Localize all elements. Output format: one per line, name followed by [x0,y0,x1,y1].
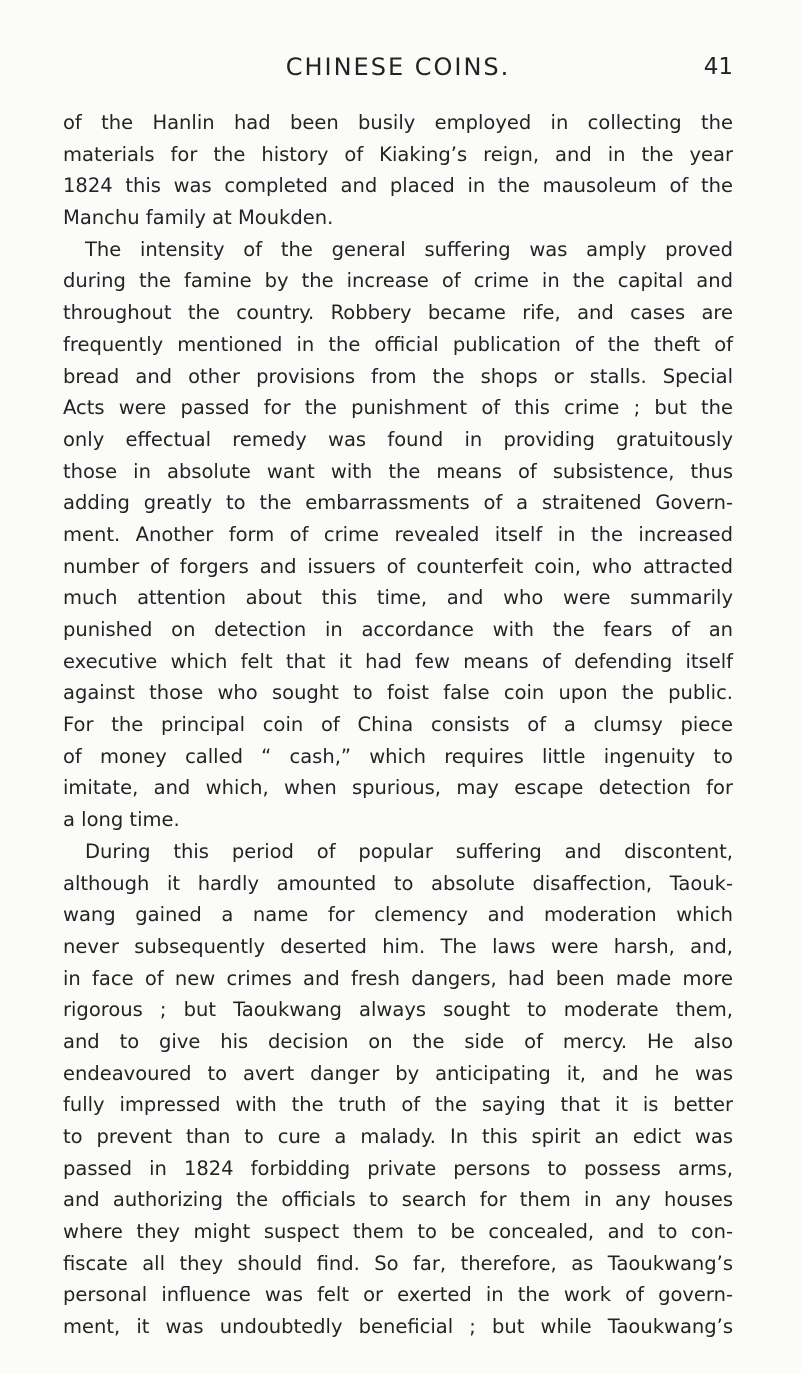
text-line: bread and other provisions from the shops or stalls. Special [63,364,733,388]
text-line: never subsequently deserted him. The laws were harsh, and, [63,934,733,958]
text-line: those in absolute want with the means of subsistence, thus [63,459,733,483]
running-title: CHINESE COINS. [285,53,511,81]
text-line: although it hardly amounted to absolute disaffection, Taouk- [63,871,733,895]
text-line: Acts were passed for the punishment of this crime ; but the [63,396,733,420]
running-head [63,48,733,86]
text-line: of money called “ cash,” which requires little ingenuity to [63,744,733,768]
text-line: to prevent than to cure a malady. In this spirit an edict was [63,1125,733,1148]
text-line: imitate, and which, when spurious, may escape detection for [63,776,733,800]
text-line: number of forgers and issuers of counterfeit coin, who attracted [63,554,733,578]
text-line: ment, it was undoubtedly beneficial ; but while Taoukwang’s [63,1315,733,1339]
text-line: frequently mentioned in the official publication of the theft of [63,332,733,356]
text-line: For the principal coin of China consists of a clumsy piece [63,713,733,737]
text-line: during the famine by the increase of crime in the capital and [63,269,733,293]
text-line: and to give his decision on the side of mercy. He also [63,1029,733,1053]
text-line: against those who sought to foist false coin upon the public. [63,681,733,705]
text-line: of the Hanlin had been busily employed in collecting the [63,111,733,134]
text-line: endeavoured to avert danger by anticipating it, and he was [63,1061,733,1085]
text-line: in face of new crimes and fresh dangers, had been made more [63,966,733,990]
text-line: wang gained a name for clemency and moderation which [63,903,733,927]
text-line: throughout the country. Robbery became rife, and cases are [63,301,733,325]
text-line: executive which felt that it had few means of defending itself [63,649,733,673]
text-line: only effectual remedy was found in providing gratuitously [63,427,733,451]
text-line: fully impressed with the truth of the saying that it is better [63,1093,733,1117]
body-text [63,107,733,1343]
text-line: a long time. [63,808,180,832]
text-line: 1824 this was completed and placed in the mausoleum of the [63,174,733,198]
text-line: fiscate all they should find. So far, therefore, as Taoukwang’s [63,1251,733,1275]
text-line: During this period of popular suffering and discontent, [85,839,733,863]
text-line: and authorizing the officials to search for them in any houses [63,1188,733,1212]
text-line: punished on detection in accordance with the fears of an [63,618,733,641]
text-line: passed in 1824 forbidding private persons to possess arms, [63,1156,733,1180]
text-line: where they might suspect them to be concealed, and to con- [63,1220,733,1244]
text-line: adding greatly to the embarrassments of a straitened Govern- [63,491,733,515]
text-line: rigorous ; but Taoukwang always sought to moderate them, [63,998,733,1022]
text-line: personal influence was felt or exerted in the work of govern- [63,1283,733,1307]
text-line: much attention about this time, and who were summarily [63,586,733,610]
text-line: The intensity of the general suffering was amply proved [85,237,733,261]
text-line: Manchu family at Moukden. [63,206,334,230]
text-line: ment. Another form of crime revealed itself in the increased [63,522,733,546]
page-number: 41 [703,54,733,80]
text-line: materials for the history of Kiaking’s reign, and in the year [63,142,733,166]
